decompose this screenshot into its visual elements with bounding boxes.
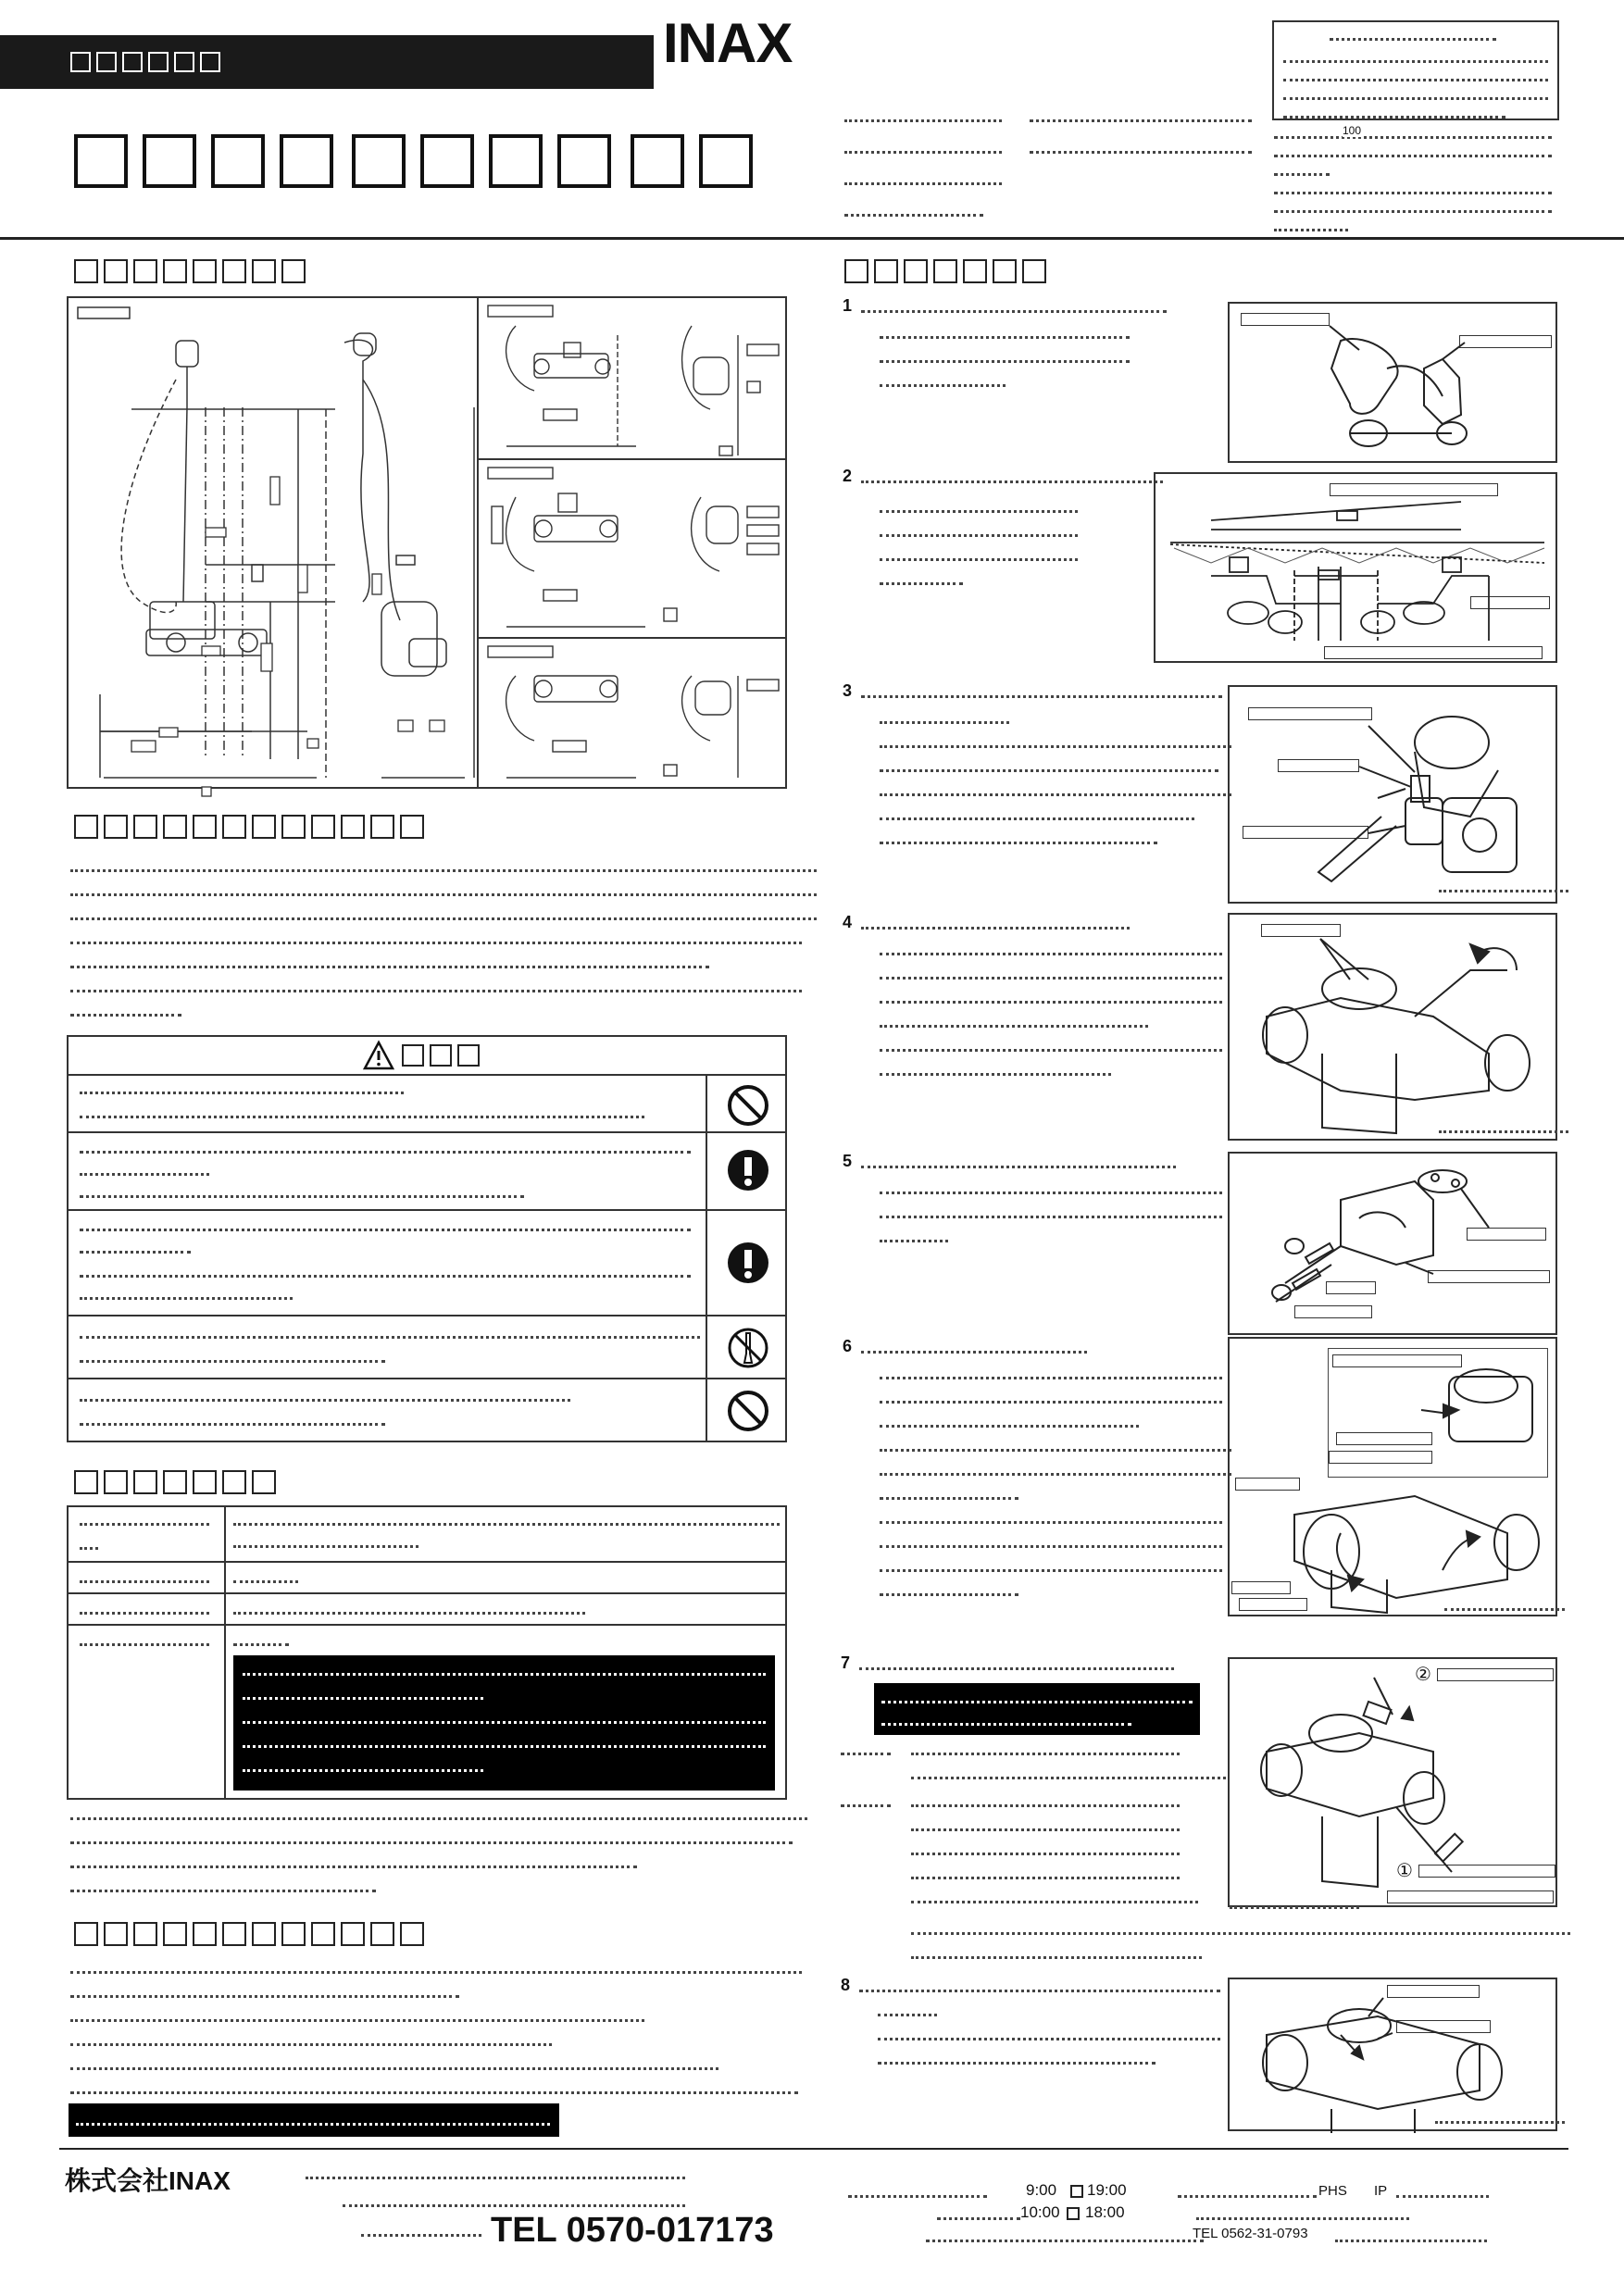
step-number: 8 (841, 1976, 851, 1994)
maintenance-notice-block (69, 2103, 559, 2137)
detail-drawing-3 (479, 639, 785, 787)
step-number: 2 (843, 467, 853, 485)
callout-2: ② (1415, 1665, 1431, 1685)
mandatory-icon (726, 1148, 770, 1192)
footer-rule (59, 2148, 1568, 2150)
step-4-figure (1228, 913, 1557, 1141)
step-number: 6 (843, 1337, 853, 1355)
hours-open-holiday: 10:00 (1020, 2203, 1060, 2221)
step-7-figure (1228, 1657, 1557, 1907)
step-5-text (843, 1152, 1231, 1257)
header-rule (0, 237, 1624, 240)
spec-row-4 (67, 1626, 787, 1800)
step-8-figure-caption (1435, 2111, 1565, 2129)
brand-logo: INAX (663, 12, 793, 74)
step-6-inset (1328, 1348, 1548, 1478)
header-band (0, 35, 654, 89)
temperature-handle-drawing (1329, 1349, 1549, 1479)
step-2-figure (1154, 472, 1557, 663)
spec-row-3 (67, 1594, 787, 1624)
step-7-substeps (841, 1742, 1230, 1918)
caution-row-5 (67, 1379, 787, 1442)
alternate-phone: TEL 0562-31-0793 (1193, 2226, 1308, 2241)
warning-triangle-icon (363, 1041, 394, 1070)
prohibition-icon (726, 1083, 770, 1128)
footer-phone: TEL 0570-017173 (491, 2211, 774, 2250)
step-3-figure (1228, 685, 1557, 904)
footer-hours (848, 2181, 1570, 2259)
step-8-figure (1228, 1978, 1557, 2131)
detail-drawing-2 (479, 460, 785, 636)
step-6-figure (1228, 1337, 1557, 1616)
step-4-text (843, 913, 1241, 1083)
hours-close-weekday: 19:00 (1087, 2181, 1127, 2199)
step-7-figure-caption (1230, 1896, 1359, 1915)
maintenance-paragraph (70, 1961, 820, 2100)
spec-row-2 (67, 1563, 787, 1592)
step-number: 1 (843, 296, 853, 315)
step-number: 5 (843, 1152, 853, 1170)
phs-label: PHS (1318, 2183, 1347, 2199)
header-notice-box (1272, 20, 1559, 120)
hours-open-weekday: 9:00 (1026, 2181, 1057, 2199)
step-number: 4 (843, 913, 853, 931)
filter-removal-drawing (1230, 1659, 1559, 1909)
spec-notes (70, 1807, 820, 1890)
prohibition-icon (726, 1389, 770, 1433)
ip-label: IP (1374, 2183, 1388, 2199)
no-disassembly-icon (726, 1326, 770, 1370)
spec-notice-block (233, 1655, 775, 1791)
step-1-text (843, 296, 1231, 402)
model-number-list (844, 104, 1261, 224)
hours-close-holiday: 18:00 (1085, 2203, 1125, 2221)
caution-row-2 (67, 1133, 787, 1211)
bracket-drawing (1230, 304, 1559, 465)
step-4-figure-caption (1439, 1120, 1568, 1139)
callout-1: ① (1396, 1861, 1413, 1881)
step-3-figure-caption (1439, 880, 1568, 898)
document-title (74, 134, 768, 193)
step-2-text (843, 467, 1157, 600)
step-7-notice-block (874, 1683, 1200, 1735)
step-6-figure-caption (1444, 1598, 1565, 1616)
step-5-figure (1228, 1152, 1557, 1335)
step-1-figure (1228, 302, 1557, 463)
main-dimension-drawing (67, 296, 478, 789)
tightening-drawing (1230, 915, 1559, 1142)
wall-mount-drawing (1156, 474, 1559, 665)
step-3-text (843, 681, 1241, 852)
caution-row-3 (67, 1211, 787, 1316)
company-name: 株式会社INAX (65, 2166, 231, 2195)
caution-row-4 (67, 1316, 787, 1379)
caution-row-1 (67, 1074, 787, 1133)
detail-drawing-1 (479, 298, 785, 457)
step-6-text (843, 1337, 1231, 1609)
caution-header (67, 1035, 787, 1076)
precautions-paragraph (70, 859, 820, 1026)
step-7-footnote (911, 1922, 1578, 1968)
wrench-fitting-drawing (1230, 687, 1559, 905)
spec-row-1 (67, 1505, 787, 1561)
mandatory-icon (726, 1241, 770, 1285)
note-figure-100: 100 (1343, 124, 1362, 137)
cover-screw-drawing (1230, 1154, 1559, 1337)
header-notes (1274, 126, 1570, 233)
step-8-text (841, 1976, 1230, 2081)
step-number: 7 (841, 1653, 851, 1672)
step-number: 3 (843, 681, 853, 700)
